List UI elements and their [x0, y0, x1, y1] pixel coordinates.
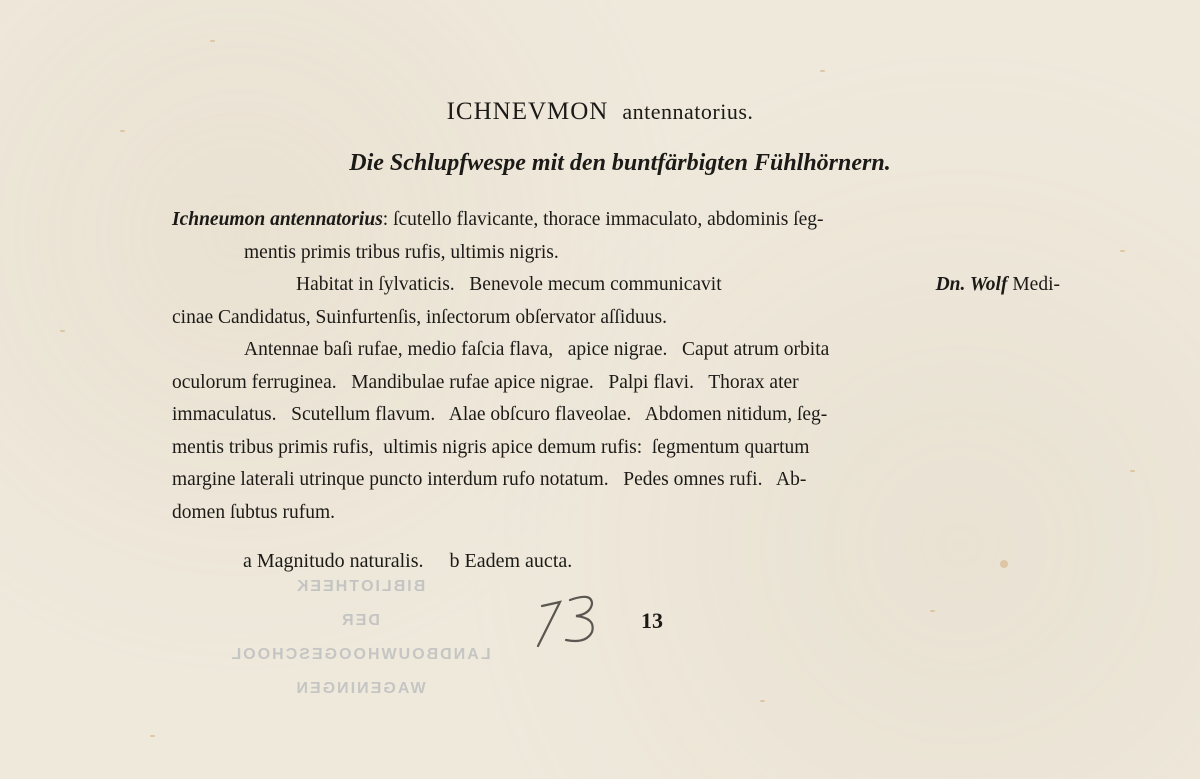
- habitat-line: cinae Candidatus, Suinfurtenſis, inſectorum obſervator aſſiduus.: [172, 306, 667, 328]
- paper-speck: [210, 40, 215, 42]
- diagnosis-line: [172, 204, 1060, 237]
- page-title: [0, 98, 1200, 126]
- figure-a: a Magnitudo naturalis.: [243, 550, 424, 572]
- paper-speck: [930, 610, 935, 612]
- collector-name: Dn. Wolf: [935, 274, 1008, 295]
- habitat-line: Habitat in ſylvaticis. Benevole mecum communicavit Dn. Wolf Medi-: [296, 274, 1060, 295]
- species-name: Ichneumon antennatorius: [172, 209, 383, 230]
- title-genus: ICHNEVMON: [446, 98, 609, 125]
- text-body: [172, 204, 1060, 529]
- handwritten-number: [530, 588, 610, 648]
- paper-speck: [760, 700, 765, 702]
- figure-legend: [243, 550, 572, 573]
- description-line: oculorum ferruginea. Mandibulae rufae apice nigrae. Palpi flavi. Thorax ater: [172, 371, 799, 393]
- diagnosis-text: : ſcutello flavicante, thorace immaculato, abdominis ſeg-: [382, 209, 824, 230]
- description-line: immaculatus. Scutellum flavum. Alae obſcuro flaveolae. Abdomen nitidum, ſeg-: [172, 404, 828, 425]
- figure-b: b Eadem aucta.: [449, 550, 573, 572]
- paper-speck: [150, 735, 155, 737]
- paper-speck: [1130, 470, 1135, 472]
- library-stamp: BIBLIOTHEEK DER LANDBOUWHOOGESCHOOL WAGENINGEN: [229, 578, 491, 697]
- description-line: margine laterali utrinque puncto interdum rufo notatum. Pedes omnes rufi. Ab-: [172, 469, 807, 490]
- title-species: antennatorius.: [622, 99, 754, 124]
- page-number: 13: [641, 608, 663, 633]
- paper-speck: [1120, 250, 1125, 252]
- diagnosis-line: mentis primis tribus rufis, ultimis nigris.: [244, 241, 559, 263]
- page-subtitle: Die Schlupfwespe mit den buntfärbigten Fühlhörnern.: [349, 150, 891, 176]
- paper-speck: [820, 70, 825, 72]
- description-line: mentis tribus primis rufis, ultimis nigris apice demum rufis: ſegmentum quartum: [172, 436, 810, 458]
- paper-speck: [120, 130, 125, 132]
- description-line: Antennae baſi rufae, medio faſcia flava, apice nigrae. Caput atrum orbita: [244, 339, 830, 360]
- description-line: domen ſubtus rufum.: [172, 501, 336, 523]
- paper-speck: [1000, 560, 1008, 568]
- paper-speck: [60, 330, 65, 332]
